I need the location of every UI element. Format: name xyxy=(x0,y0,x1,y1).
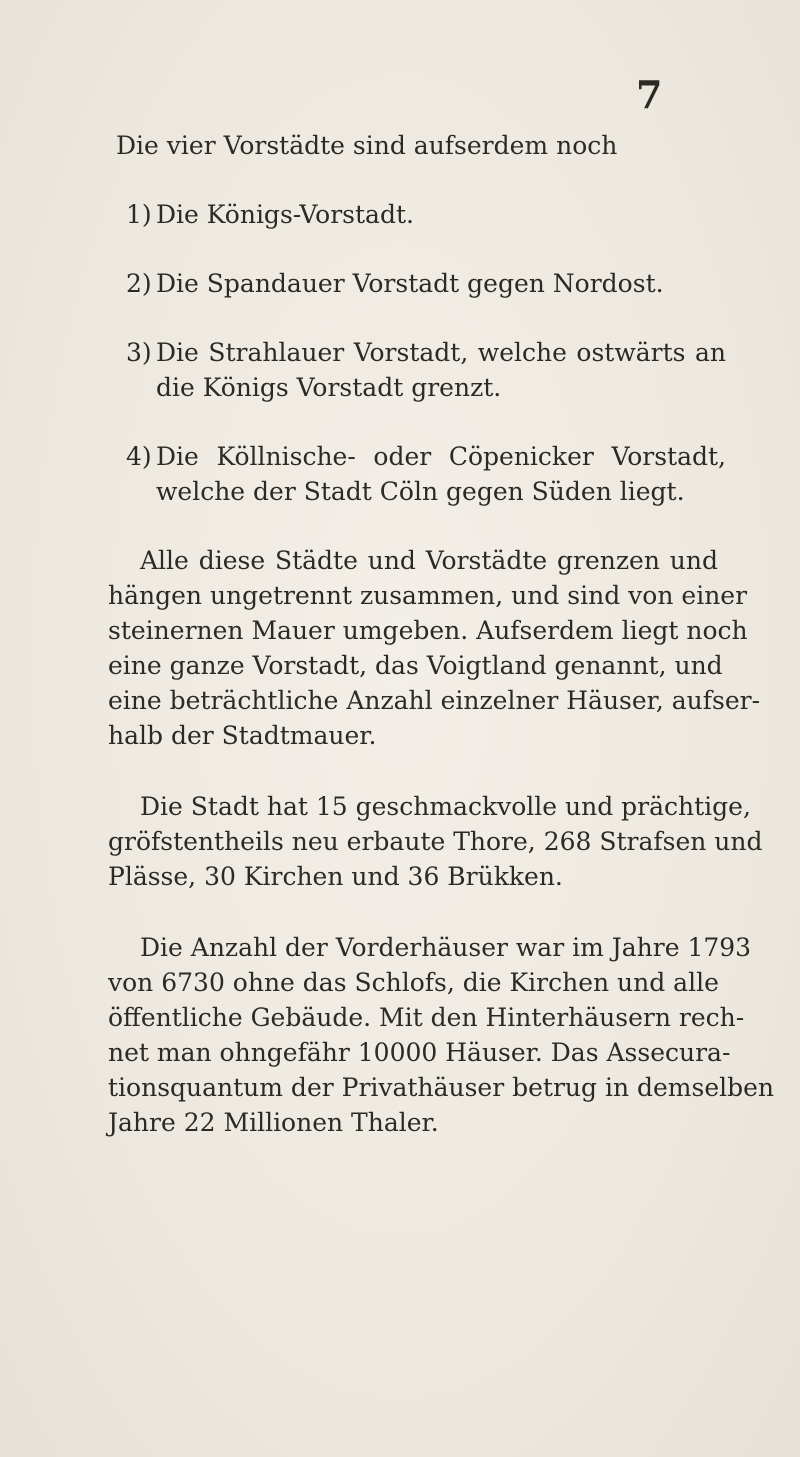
intro-line: Die vier Vorstädte sind aufserdem noch xyxy=(116,131,618,160)
paragraph-2 xyxy=(108,789,763,894)
list-item-number: 3) xyxy=(126,338,152,367)
text-line: Die Strahlauer Vorstadt, welche ostwärts an xyxy=(156,338,726,367)
list-item-2 xyxy=(126,266,726,301)
text-line: Plässe, 30 Kirchen und 36 Brükken. xyxy=(108,862,563,891)
text-line: welche der Stadt Cöln gegen Süden liegt. xyxy=(156,477,685,506)
page-text xyxy=(108,128,775,1176)
list-item-text xyxy=(156,197,726,232)
list-item-text xyxy=(156,439,726,509)
text-line: steinernen Mauer umgeben. Aufserdem liegt noch xyxy=(108,616,748,645)
text-line: gröfstentheils neu erbaute Thore, 268 Strafsen und xyxy=(108,827,763,856)
page-number: 7 xyxy=(636,72,663,117)
list-item-1 xyxy=(126,197,726,232)
text-line: Jahre 22 Millionen Thaler. xyxy=(108,1108,439,1137)
list-item-number: 2) xyxy=(126,269,152,298)
text-line: hängen ungetrennt zusammen, und sind von einer xyxy=(108,581,748,610)
text-line: öffentliche Gebäude. Mit den Hinterhäusern rech- xyxy=(108,1003,745,1032)
text-line: net man ohngefähr 10000 Häuser. Das Assecura- xyxy=(108,1038,731,1067)
text-line: halb der Stadtmauer. xyxy=(108,721,377,750)
paragraph-3 xyxy=(108,930,775,1140)
paragraph-1 xyxy=(108,543,761,753)
text-line: Die Spandauer Vorstadt gegen Nordost. xyxy=(156,269,664,298)
text-line: tionsquantum der Privathäuser betrug in demselben xyxy=(108,1073,775,1102)
list-item-number: 4) xyxy=(126,442,152,471)
text-line: Die Königs-Vorstadt. xyxy=(156,200,414,229)
text-line: Die Anzahl der Vorderhäuser war im Jahre 1793 xyxy=(140,933,752,962)
text-line: Die Köllnische- oder Cöpenicker Vorstadt, xyxy=(156,442,726,471)
text-line: Alle diese Städte und Vorstädte grenzen und xyxy=(140,546,718,575)
text-line: Die Stadt hat 15 geschmackvolle und prächtige, xyxy=(140,792,751,821)
list-item-4 xyxy=(126,439,726,509)
text-line: eine ganze Vorstadt, das Voigtland genannt, und xyxy=(108,651,723,680)
text-line: die Königs Vorstadt grenzt. xyxy=(156,373,502,402)
list-item-number: 1) xyxy=(126,200,152,229)
text-line: eine beträchtliche Anzahl einzelner Häuser, aufser- xyxy=(108,686,761,715)
list-item-text xyxy=(156,266,726,301)
text-line: von 6730 ohne das Schlofs, die Kirchen und alle xyxy=(108,968,719,997)
list-item-3 xyxy=(126,335,726,405)
list-item-text xyxy=(156,335,726,405)
